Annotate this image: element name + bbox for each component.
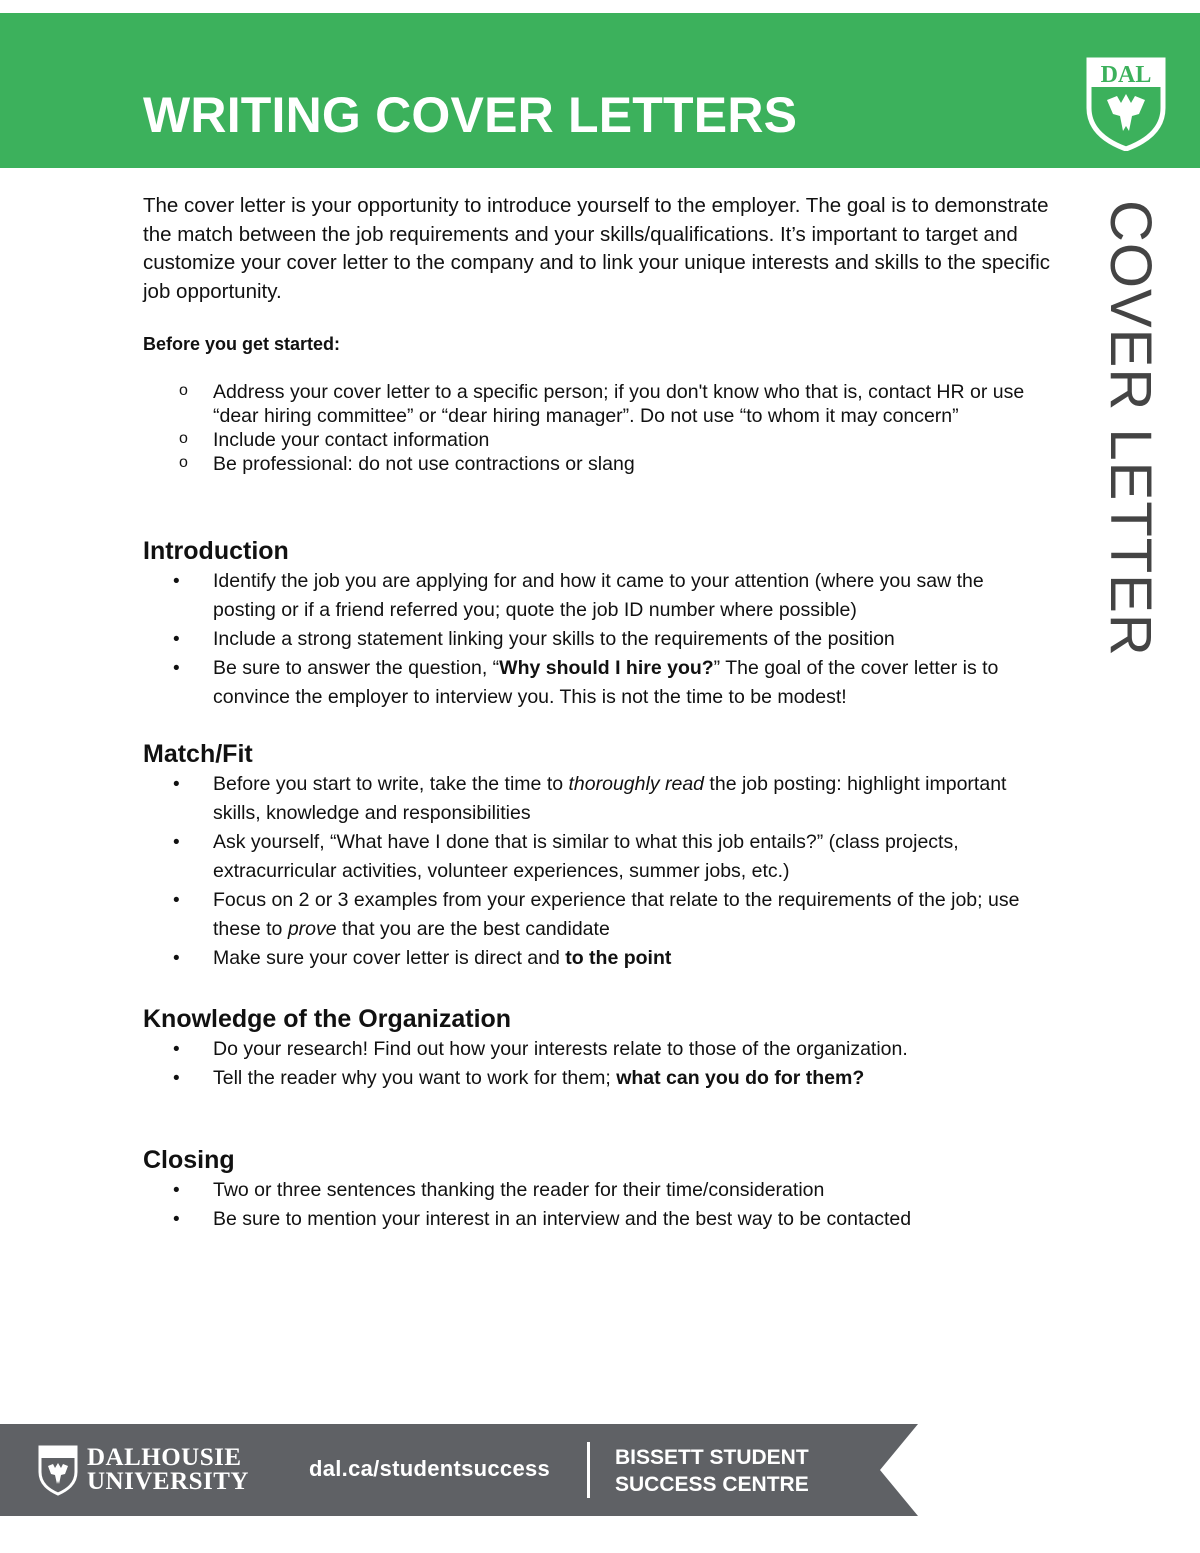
introduction-list xyxy=(143,567,1043,712)
page-title: WRITING COVER LETTERS xyxy=(143,87,798,143)
dalhousie-crest-icon xyxy=(37,1444,79,1496)
circle-bullet-icon: o xyxy=(179,430,188,447)
footer-url[interactable]: dal.ca/studentsuccess xyxy=(309,1456,551,1481)
bullet-icon: • xyxy=(173,658,180,679)
bullet-icon: • xyxy=(173,832,180,853)
bullet-icon: • xyxy=(173,1180,180,1201)
main-content xyxy=(143,192,1073,1230)
circle-bullet-icon: o xyxy=(179,454,188,471)
bullet-icon: • xyxy=(173,774,180,795)
footer-divider xyxy=(587,1442,590,1498)
list-item: o Include your contact information xyxy=(179,429,490,451)
list-item: • Ask yourself, “What have I done that is similar to what this job entails?” (class projects, extracurricular activities, volunteer experiences, summer jobs, etc.) xyxy=(143,828,1043,886)
list-item: o Be professional: do not use contractions or slang xyxy=(179,453,635,475)
before-list xyxy=(143,380,1043,476)
side-label xyxy=(1098,200,1163,720)
shield-text: DAL xyxy=(1100,62,1152,88)
list-item: • Identify the job you are applying for and how it came to your attention (where you saw the posting or if a friend referred you; quote the job ID number where possible) xyxy=(143,567,1043,625)
closing-heading: Closing xyxy=(143,1146,235,1174)
intro-paragraph: The cover letter is your opportunity to introduce yourself to the employer. The goal is to demonstrate the match between the job requirements and your skills/qualifications. It’s important to target and customize your cover letter to the company and to link your unique interests and skills to the specific job opportunity. xyxy=(143,194,1051,303)
list-item: • Be sure to mention your interest in an interview and the best way to be contacted xyxy=(143,1205,1043,1234)
bullet-icon: • xyxy=(173,1039,180,1060)
list-item: • Tell the reader why you want to work for them; what can you do for them? xyxy=(143,1064,1043,1093)
bullet-icon: • xyxy=(173,948,180,969)
list-item: • Do your research! Find out how your interests relate to those of the organization. xyxy=(143,1035,1043,1064)
bullet-icon: • xyxy=(173,629,180,650)
knowledge-heading: Knowledge of the Organization xyxy=(143,1005,512,1033)
list-item: • Be sure to answer the question, “Why should I hire you?” The goal of the cover letter is to convince the employer to interview you. This is not the time to be modest! xyxy=(143,654,1043,712)
before-heading: Before you get started: xyxy=(143,334,341,354)
match-list xyxy=(143,770,1043,973)
list-item: • Two or three sentences thanking the reader for their time/consideration xyxy=(143,1176,1043,1205)
header-banner xyxy=(0,13,1200,168)
bullet-icon: • xyxy=(173,1068,180,1089)
centre-name: BISSETT STUDENT SUCCESS CENTRE xyxy=(615,1446,809,1496)
university-name: DALHOUSIE UNIVERSITY xyxy=(87,1444,249,1495)
match-heading: Match/Fit xyxy=(143,740,253,768)
side-label-text: COVER LETTER xyxy=(1098,200,1163,657)
knowledge-list xyxy=(143,1035,1043,1093)
bullet-icon: • xyxy=(173,1209,180,1230)
closing-list xyxy=(143,1176,1043,1234)
circle-bullet-icon: o xyxy=(179,382,188,399)
list-item: • Before you start to write, take the time to thoroughly read the job posting: highlight important skills, knowledge and responsibilities xyxy=(143,770,1043,828)
list-item: • Include a strong statement linking your skills to the requirements of the position xyxy=(143,625,1043,654)
footer-band xyxy=(0,1424,920,1516)
dal-shield-logo xyxy=(1085,56,1167,151)
list-item: • Make sure your cover letter is direct and to the point xyxy=(143,944,1043,973)
introduction-heading: Introduction xyxy=(143,537,289,565)
bullet-icon: • xyxy=(173,571,180,592)
bullet-icon: • xyxy=(173,890,180,911)
list-item: • Focus on 2 or 3 examples from your experience that relate to the requirements of the job; use these to prove that you are the best candidate xyxy=(143,886,1043,944)
list-item: o Address your cover letter to a specific person; if you don't know who that is, contact HR or use “dear hiring committee” or “dear hiring manager”. Do not use “to whom it may concern” xyxy=(179,381,1025,427)
